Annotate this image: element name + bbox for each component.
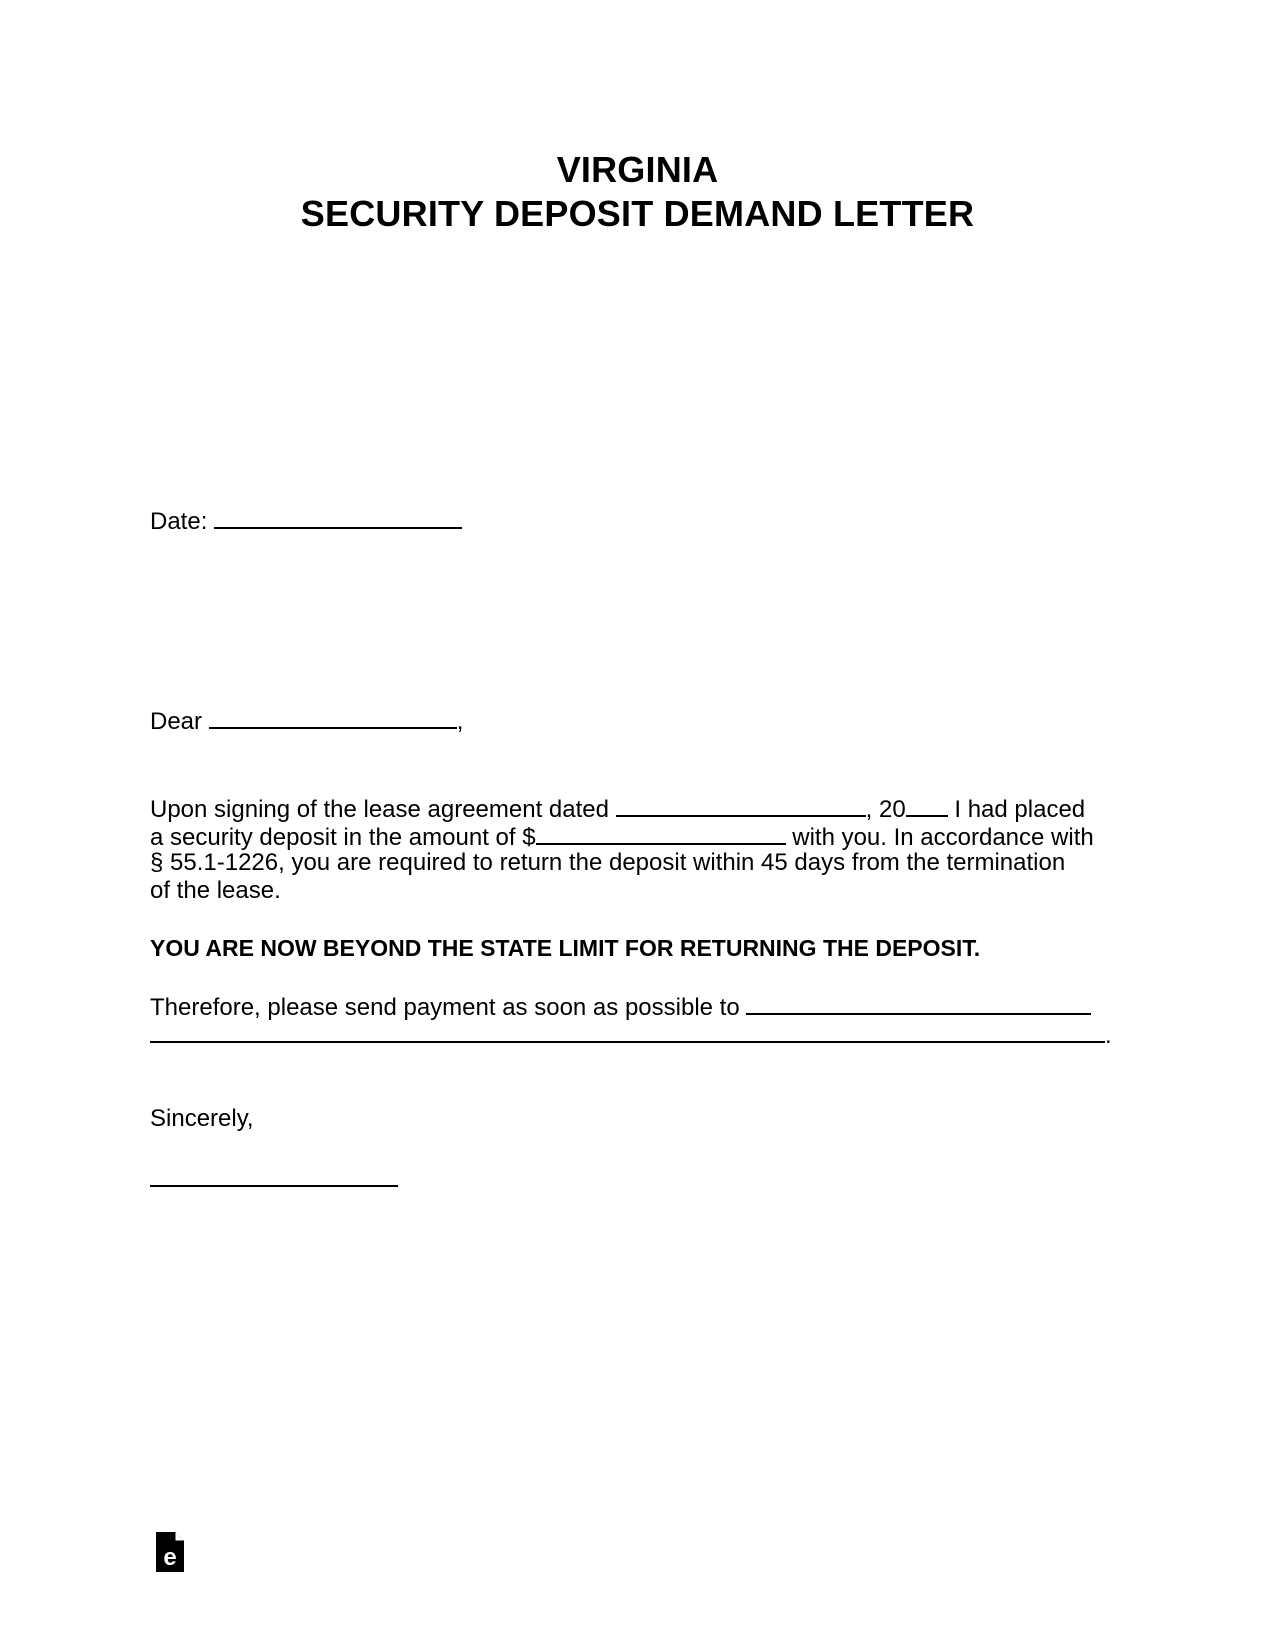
document-title-state: VIRGINIA <box>556 149 719 190</box>
signature-field[interactable] <box>150 1163 398 1187</box>
lease-date-field[interactable] <box>616 793 866 817</box>
document-title: SECURITY DEPOSIT DEMAND LETTER <box>300 193 975 234</box>
salutation-label: Dear <box>150 708 203 735</box>
paragraph-text: of the lease. <box>150 877 281 904</box>
payment-line <box>150 991 1091 1022</box>
paragraph-text: a security deposit in the amount of $ <box>150 824 536 851</box>
paragraph-text: , 20 <box>865 796 906 823</box>
deposit-amount-field[interactable] <box>536 821 786 845</box>
recipient-name-field[interactable] <box>209 705 457 729</box>
signature-line <box>150 1163 398 1194</box>
payment-address-field[interactable] <box>746 991 1091 1015</box>
date-label: Date: <box>150 508 208 535</box>
date-field[interactable] <box>214 505 462 529</box>
notice-text: YOU ARE NOW BEYOND THE STATE LIMIT FOR RETURNING THE DEPOSIT. <box>150 935 981 961</box>
salutation-line <box>150 705 463 736</box>
paragraph-text: with you. In accordance with <box>792 824 1094 851</box>
paragraph-line-3 <box>150 849 1065 877</box>
closing-text: Sincerely, <box>150 1105 254 1132</box>
paragraph-text: I had placed <box>954 796 1086 823</box>
document-e-logo-icon <box>156 1532 184 1572</box>
payment-period: . <box>1105 1022 1112 1049</box>
lease-year-field[interactable] <box>906 793 948 817</box>
salutation-comma: , <box>456 708 464 735</box>
payment-address-field-2[interactable] <box>150 1019 1105 1043</box>
paragraph-line-2 <box>150 821 1094 852</box>
paragraph-text: Upon signing of the lease agreement dated <box>150 796 609 823</box>
date-line <box>150 505 462 536</box>
payment-text: Therefore, please send payment as soon as possible to <box>150 994 740 1021</box>
paragraph-text: § 55.1-1226, you are required to return the deposit within 45 days from the termination <box>150 849 1066 876</box>
paragraph-line-1 <box>150 793 1085 824</box>
svg-text:e: e <box>163 1544 177 1571</box>
paragraph-line-4 <box>150 877 281 905</box>
payment-line-2 <box>150 1019 1112 1050</box>
